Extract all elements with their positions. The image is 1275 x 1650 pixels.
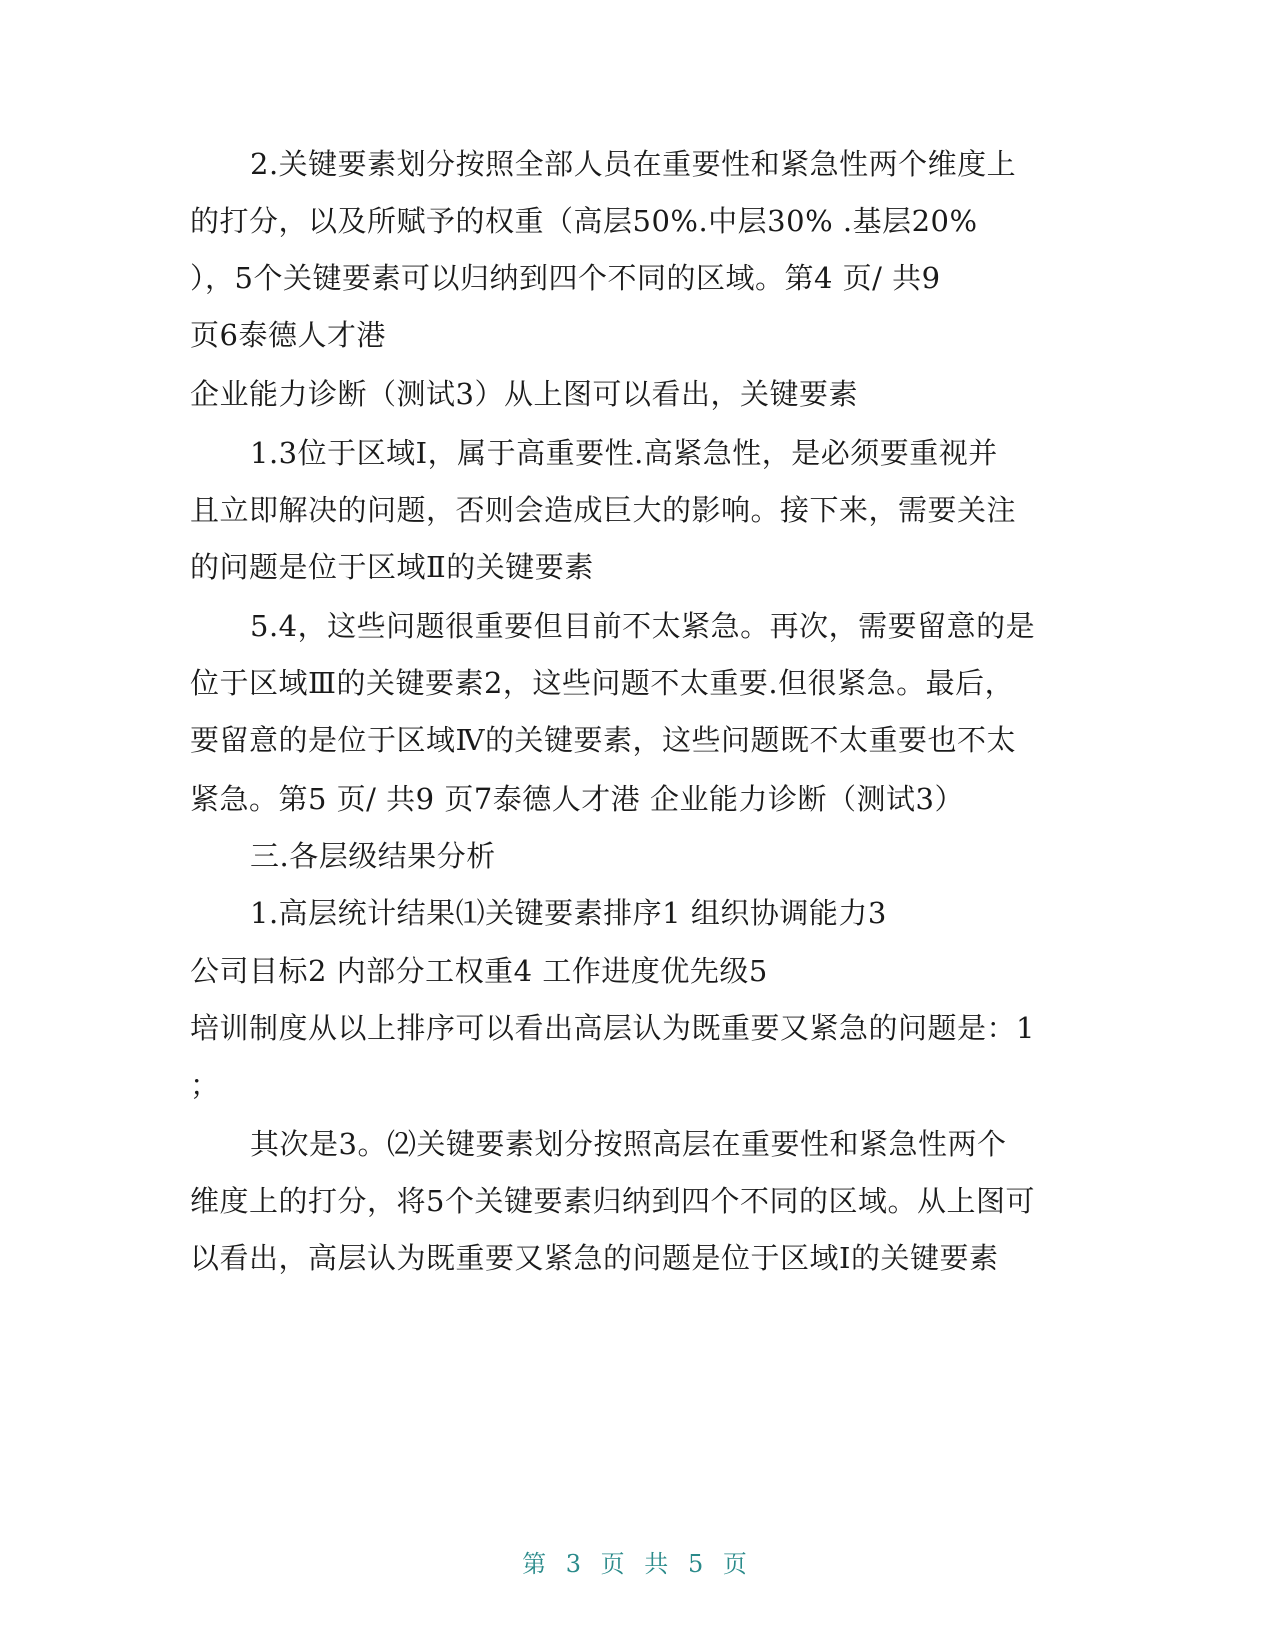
text-line: 位于区域Ⅲ的关键要素2，这些问题不太重要.但很紧急。最后，: [190, 666, 1015, 700]
text-line: 5.4，这些问题很重要但目前不太紧急。再次，需要留意的是: [250, 609, 1036, 643]
text-line: 的问题是位于区域Ⅱ的关键要素: [190, 550, 594, 584]
page-number-footer: 第 3 页 共 5 页: [522, 1550, 753, 1578]
text-line: 紧急。第5 页/ 共9 页7泰德人才港 企业能力诊断（测试3）: [190, 782, 964, 816]
text-line: 维度上的打分，将5个关键要素归纳到四个不同的区域。从上图可: [190, 1184, 1035, 1218]
section-heading: 三.各层级结果分析: [250, 839, 496, 873]
text-line: 的打分，以及所赋予的权重（高层50%.中层30% .基层20%: [190, 204, 978, 238]
text-line: 1.高层统计结果⑴关键要素排序1 组织协调能力3: [250, 896, 887, 930]
text-line: 1.3位于区域Ⅰ，属于高重要性.高紧急性，是必须要重视并: [250, 436, 998, 470]
text-line: 公司目标2 内部分工权重4 工作进度优先级5: [190, 954, 768, 988]
text-line: 页6泰德人才港: [190, 318, 386, 352]
text-line: ；: [190, 1068, 220, 1102]
text-line: 2.关键要素划分按照全部人员在重要性和紧急性两个维度上: [250, 147, 1017, 181]
text-line: 且立即解决的问题，否则会造成巨大的影响。接下来，需要关注: [190, 493, 1017, 527]
text-line: ），5个关键要素可以归纳到四个不同的区域。第4 页/ 共9: [190, 261, 941, 295]
text-line: 培训制度从以上排序可以看出高层认为既重要又紧急的问题是：1: [190, 1011, 1035, 1045]
text-line: 以看出，高层认为既重要又紧急的问题是位于区域Ⅰ的关键要素: [190, 1241, 999, 1275]
text-line: 其次是3。⑵关键要素划分按照高层在重要性和紧急性两个: [250, 1127, 1007, 1161]
text-line: 要留意的是位于区域Ⅳ的关键要素，这些问题既不太重要也不太: [190, 723, 1016, 757]
text-line: 企业能力诊断（测试3）从上图可以看出，关键要素: [190, 377, 858, 411]
